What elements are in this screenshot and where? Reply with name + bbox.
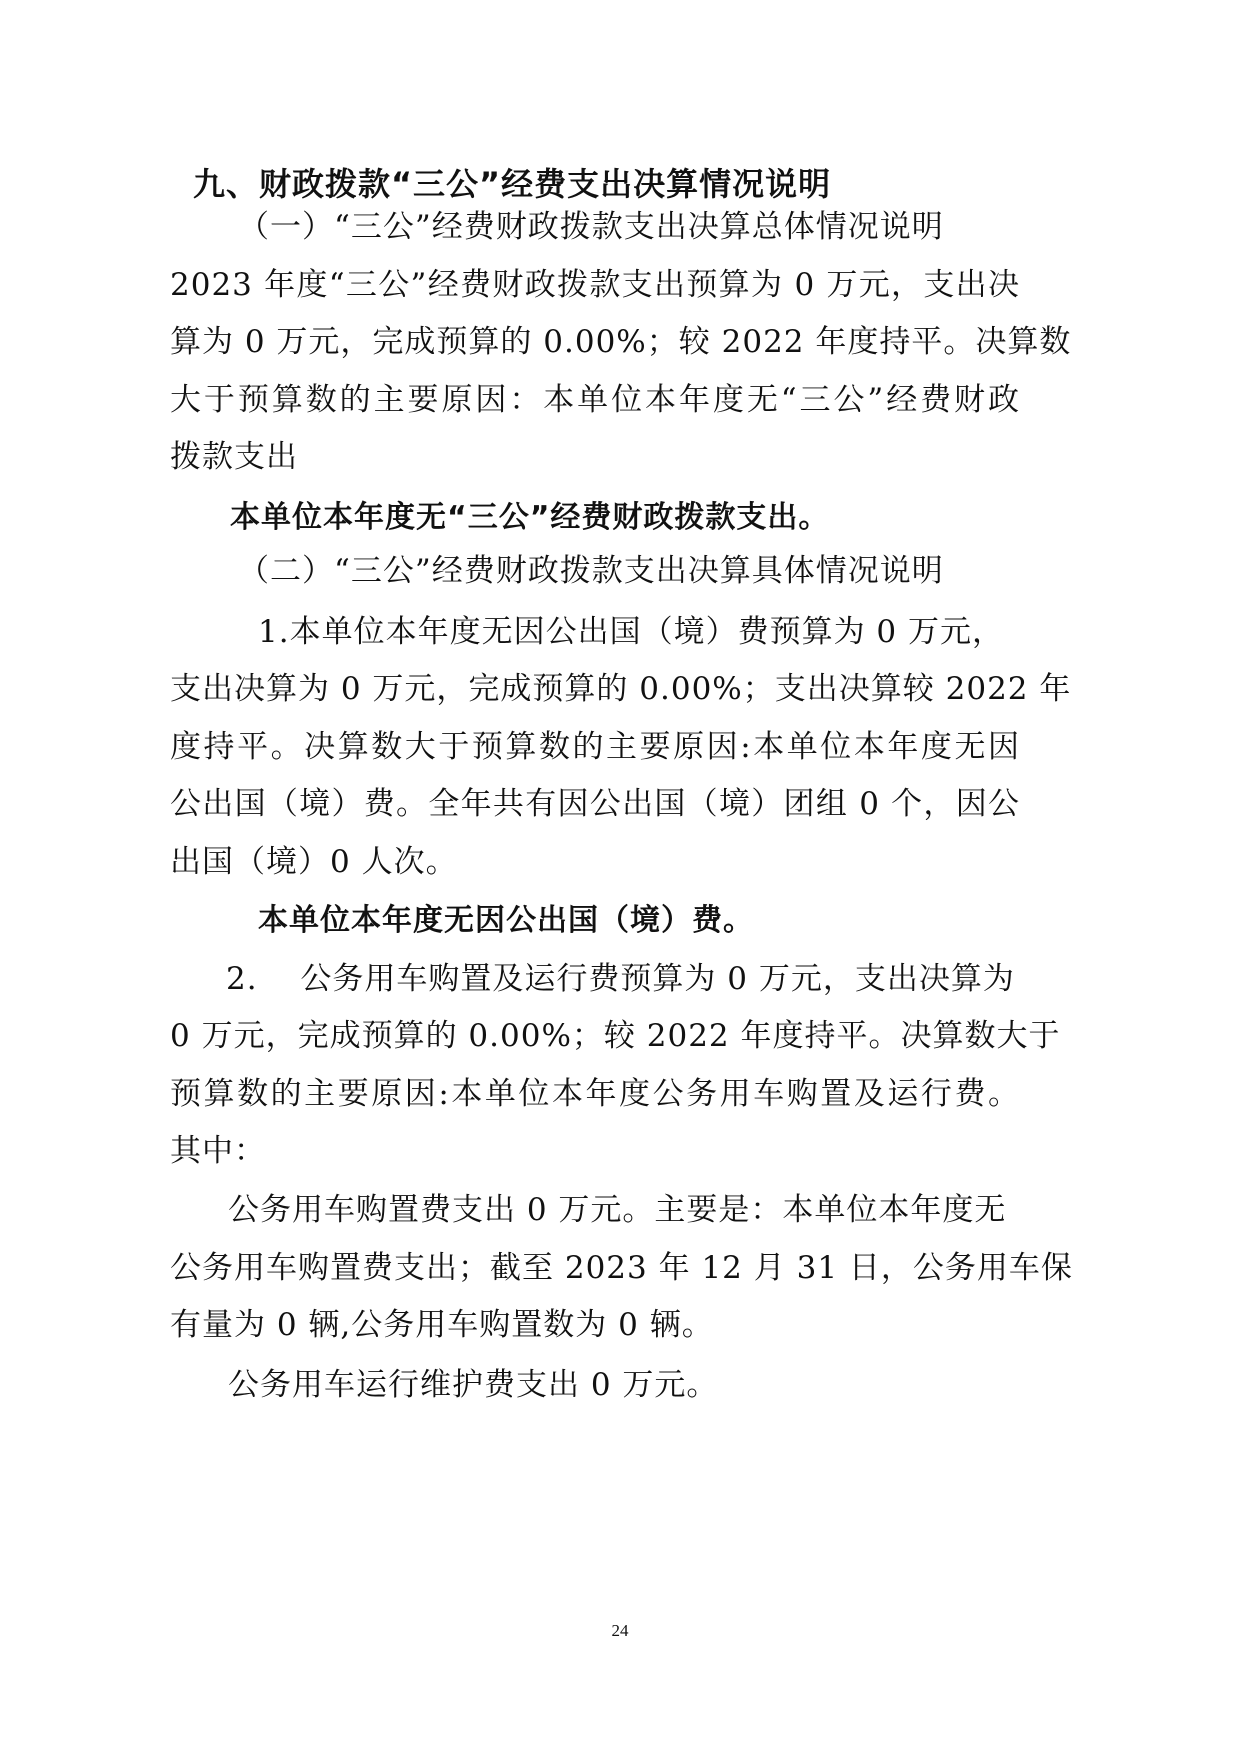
paragraph-line: 2. 公务用车购置及运行费预算为 0 万元，支出决算为	[226, 961, 1015, 997]
paragraph-line: 出国（境）0 人次。	[170, 844, 458, 880]
paragraph-line: 拨款支出	[170, 439, 298, 475]
bold-note: 本单位本年度无因公出国（境）费。	[258, 903, 754, 938]
paragraph-line: 公务用车购置费支出 0 万元。主要是：本单位本年度无	[228, 1192, 1007, 1228]
subsection-title-2: （二）“三公”经费财政拨款支出决算具体情况说明	[238, 553, 944, 589]
subsection-title-1: （一）“三公”经费财政拨款支出决算总体情况说明	[238, 209, 944, 245]
paragraph-line: 1.本单位本年度无因公出国（境）费预算为 0 万元，	[258, 614, 1005, 650]
paragraph-line: 2023 年度“三公”经费财政拨款支出预算为 0 万元，支出决	[170, 267, 1020, 303]
paragraph-line: 度持平。决算数大于预算数的主要原因:本单位本年度无因	[170, 729, 1020, 765]
paragraph-line: 算为 0 万元，完成预算的 0.00%；较 2022 年度持平。决算数	[170, 324, 1072, 360]
section-heading: 九、财政拨款“三公”经费支出决算情况说明	[193, 165, 832, 203]
paragraph-line: 公出国（境）费。全年共有因公出国（境）团组 0 个，因公	[170, 786, 1020, 822]
page-number: 24	[611, 1621, 629, 1640]
paragraph-line: 有量为 0 辆,公务用车购置数为 0 辆。	[170, 1307, 714, 1343]
paragraph-line: 大于预算数的主要原因：本单位本年度无“三公”经费财政	[170, 382, 1020, 418]
paragraph-line: 支出决算为 0 万元，完成预算的 0.00%；支出决算较 2022 年	[170, 671, 1072, 707]
paragraph-line: 预算数的主要原因:本单位本年度公务用车购置及运行费。	[170, 1076, 1020, 1112]
bold-note: 本单位本年度无“三公”经费财政拨款支出。	[230, 500, 830, 535]
paragraph-line: 0 万元，完成预算的 0.00%；较 2022 年度持平。决算数大于	[170, 1018, 1061, 1054]
paragraph-line: 其中：	[170, 1133, 266, 1169]
paragraph-line: 公务用车运行维护费支出 0 万元。	[228, 1367, 719, 1403]
paragraph-line: 公务用车购置费支出；截至 2023 年 12 月 31 日，公务用车保	[170, 1250, 1073, 1286]
